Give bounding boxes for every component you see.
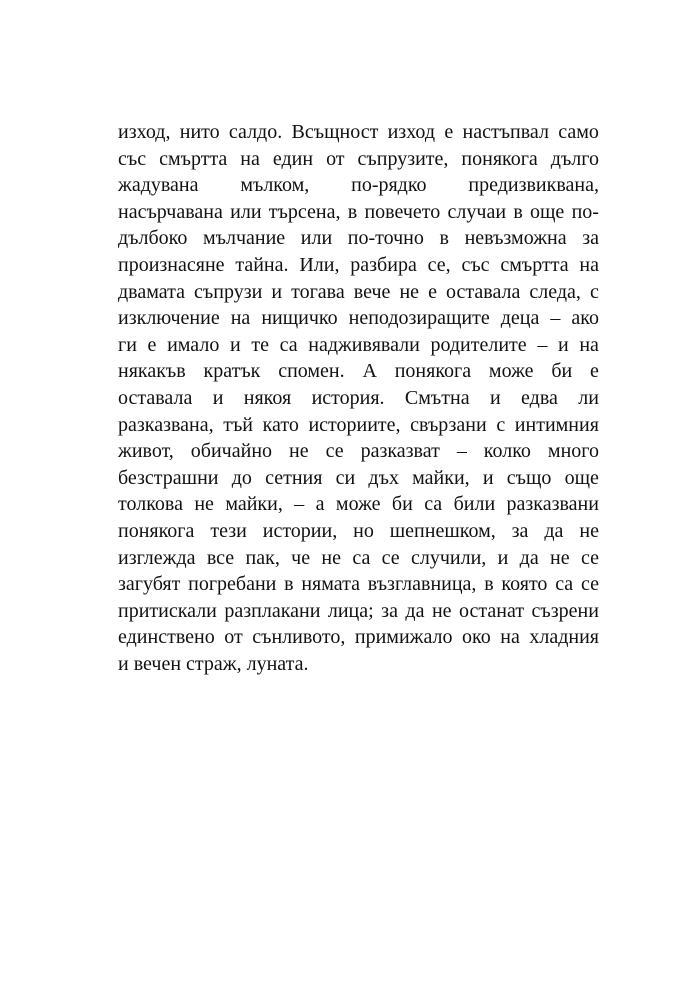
word: на [500,626,520,649]
body-paragraph [118,119,599,677]
word: неподозиращите [348,307,490,330]
word: някоя [243,386,292,409]
word: оставала [118,386,193,409]
word: страж, [186,652,242,675]
text-line [118,358,599,385]
word: може [335,493,381,516]
word: със [118,147,147,170]
word: не [579,519,599,542]
word: свързани [410,413,487,436]
word: се [580,546,599,569]
word: единствено [118,626,215,649]
word: жадувана [118,174,199,197]
word: и [482,466,494,489]
word: и [271,280,283,303]
word: която [501,573,548,596]
word: дъх [368,466,399,489]
word: са [555,573,574,596]
word: още [564,466,599,489]
text-line [118,146,599,173]
word: и [557,333,569,356]
word: майки, [412,466,470,489]
word: разплакани [224,599,321,622]
text-line [118,332,599,359]
word: не [289,440,309,463]
word: следа, [529,280,581,303]
word: разбира [350,253,417,276]
word: за [381,599,398,622]
word: или [230,200,262,223]
word: в [513,200,523,223]
word: да [544,519,564,542]
word: в [284,573,294,596]
word: Или, [299,253,340,276]
word: майки, [225,493,283,516]
word: да [405,599,425,622]
word: не [399,280,420,303]
word: разказвана, [118,413,214,436]
word: тайна. [235,253,289,276]
text-line [118,305,599,332]
word: понякога [118,519,195,542]
word: и [118,652,129,675]
word: тогава [291,280,345,303]
text-line [118,491,599,518]
word: око [462,626,491,649]
word: ги [118,333,137,356]
word: предизвиквана, [468,174,599,197]
word: истории, [262,519,338,542]
word: за [511,519,529,542]
word: някакъв [118,360,186,383]
word: е [147,333,157,356]
word: колко [483,440,531,463]
word: вечен [133,652,182,675]
word: е [428,280,437,303]
word: безстрашни [118,466,219,489]
word: – [550,307,561,330]
word: по-точно [347,227,424,250]
word: вече [353,280,391,303]
word: изключение [118,307,220,330]
word: настъпвал [462,121,549,143]
word: притискали [118,599,217,622]
word: изглежда [118,546,196,569]
word: смъртта [159,147,228,170]
word: шепнешком, [389,519,496,542]
word: си [335,466,356,489]
word: още [530,200,565,223]
word: или [300,227,333,250]
word: и [497,546,509,569]
word: родителите [430,333,527,356]
word: понякога [394,360,472,383]
word: изход [387,121,436,143]
word: с [496,413,506,436]
word: а [315,493,325,516]
word: се [381,546,400,569]
word: имало [167,333,220,356]
word: смъртта [500,253,569,276]
word: в [347,200,358,223]
word: А [362,360,377,383]
word: на [230,307,251,330]
word: на [579,253,599,276]
word: живот, [118,440,174,463]
text-line [118,225,599,252]
word: със [461,253,490,276]
word: хладния [529,626,599,649]
word: сетния [265,466,323,489]
word: не [431,599,452,622]
word: случили, [410,546,487,569]
word: Смътна [404,386,470,409]
word: дълго [550,147,599,170]
word: лица; [327,599,374,622]
word: от [326,147,345,170]
word: по-рядко [351,174,427,197]
text-line [118,412,599,439]
word: един [272,147,314,170]
word: на [579,333,599,356]
word: насърчавана [118,200,223,223]
word: толкова [118,493,183,516]
word: ли [578,386,599,409]
word: изход, [118,121,171,143]
word: може [488,360,534,383]
word: и [229,333,241,356]
word: историите, [308,413,401,436]
word: загубят [118,573,181,596]
word: разказват [360,440,440,463]
word: разказвани [506,493,599,516]
text-line [118,199,599,226]
word: все [206,546,235,569]
word: да [519,546,539,569]
text-line [118,385,599,412]
word: мълком, [240,174,310,197]
word: по- [571,200,599,223]
word: не [550,546,570,569]
word: и [212,386,224,409]
word: – [537,333,548,356]
word: в [439,227,449,250]
word: с [589,280,599,303]
word: тъй [223,413,253,436]
word: са [279,333,298,356]
word: история. [311,386,385,409]
word: – [456,440,467,463]
word: луната. [246,652,309,675]
word: съзрени [531,599,599,622]
word: случаи [447,200,507,223]
word: нищичко [261,307,338,330]
word: се, [427,253,451,276]
word: интимния [514,413,599,436]
word: сънливото, [252,626,346,649]
word: като [262,413,299,436]
word: надживявали [308,333,420,356]
word: би [391,493,413,516]
text-line [118,598,599,625]
text-line [118,119,599,146]
word: салдо. [228,121,283,143]
word: би [551,360,573,383]
word: невъзможна [464,227,567,250]
word: търсена, [268,200,341,223]
word: повечето [364,200,441,223]
word: едва [521,386,558,409]
word: също [506,466,552,489]
word: Всъщност [291,121,379,143]
word: възглавница, [367,573,477,596]
word: е [444,121,454,143]
word: те [251,333,269,356]
word: и [489,386,501,409]
word: в [484,573,494,596]
text-line [118,545,599,572]
word: е [590,360,599,383]
text-line [118,279,599,306]
word: ако [571,307,599,330]
word: дълбоко [118,227,188,250]
word: понякога [461,147,538,170]
word: оставала [446,280,521,303]
word: спомен. [278,360,345,383]
word: обичайно [190,440,273,463]
word: нямата [301,573,360,596]
word: деца [500,307,540,330]
text-line [118,252,599,279]
text-line [118,518,599,545]
word: за [582,227,599,250]
word: тези [210,519,247,542]
text-line [118,651,599,678]
word: – [294,493,305,516]
word: примижало [354,626,453,649]
word: се [580,573,599,596]
word: нито [179,121,220,143]
text-line [118,624,599,651]
word: кратък [203,360,261,383]
text-line [118,438,599,465]
text-line [118,172,599,199]
text-line [118,571,599,598]
word: само [558,121,599,143]
word: погребани [188,573,277,596]
word: не [194,493,214,516]
word: много [547,440,599,463]
word: пак, [245,546,280,569]
word: не [321,546,341,569]
word: произнасяне [118,253,225,276]
word: че [291,546,311,569]
word: били [453,493,496,516]
text-line [118,465,599,492]
word: от [224,626,243,649]
word: двамата [118,280,185,303]
word: на [240,147,260,170]
word: са [424,493,443,516]
word: съпрузите, [357,147,449,170]
word: съпрузи [194,280,263,303]
word: но [353,519,374,542]
word: до [231,466,252,489]
word: останат [459,599,525,622]
word: мълчание [202,227,286,250]
word: са [352,546,371,569]
word: се [325,440,344,463]
